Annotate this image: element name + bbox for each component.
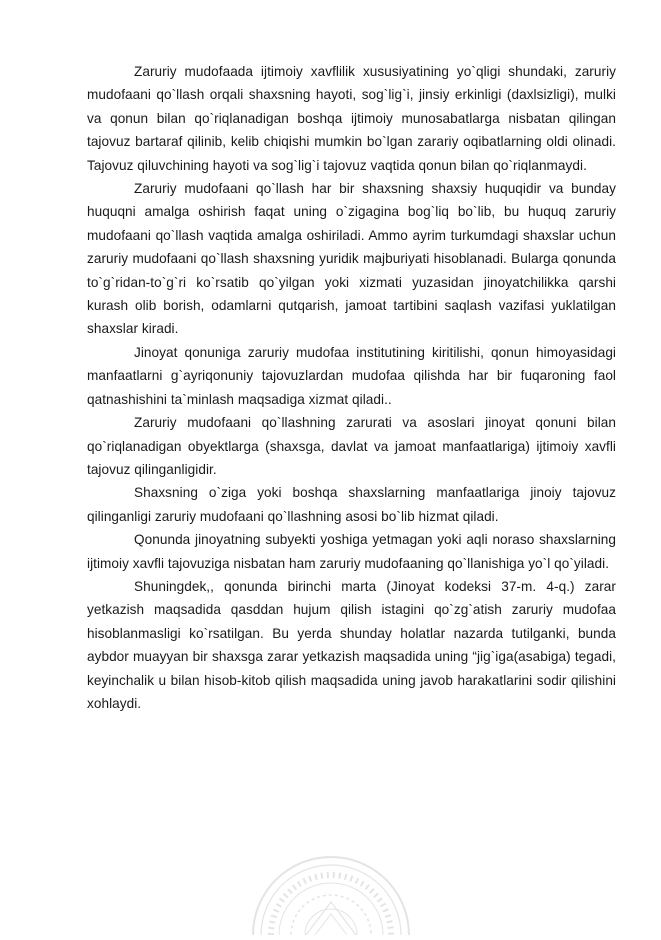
paragraph-1: Zaruriy mudofaada ijtimoiy xavflilik xususiyatining yo`qligi shundaki, zaruriy mudofaani qo`llash orqali shaxsning hayoti, sog`lig`i, jinsiy erkinligi (daxlsizligi), mulki va qonun bilan qo`riqlanadigan boshqa ijtimoiy munosabatlarga nisbatan qilingan tajovuz bartaraf qilinib, kelib chiqishi mumkin bo`lgan zarariy oqibatlarning oldi olinadi. Tajovuz qiluvchining hayoti va sog`lig`i tajovuz vaqtida qonun bilan qo`riqlanmaydi. bbox=[87, 64, 616, 173]
paragraph-3: Jinoyat qonuniga zaruriy mudofaa institutining kiritilishi, qonun himoyasidagi manfaatlarni g`ayriqonuniy tajovuzlardan mudofaa qilishda har bir fuqaroning faol qatnashishini ta`minlash maqsadiga xizmat qiladi.. bbox=[87, 344, 616, 407]
paragraph-5: Shaxsning o`ziga yoki boshqa shaxslarning manfaatlariga jinoiy tajovuz qilinganligi zaruriy mudofaani qo`llashning asosi bo`lib hizmat qiladi. bbox=[87, 485, 616, 524]
document-body bbox=[87, 60, 616, 715]
circular-seal-watermark-icon bbox=[251, 842, 411, 935]
paragraph-7: Shuningdek,, qonunda birinchi marta (Jinoyat kodeksi 37-m. 4-q.) zarar yetkazish maqsadida qasddan hujum qilish istagini qo`zg`atish zaruriy mudofaa hisoblanmasligi ko`rsatilgan. Bu yerda shunday holatlar nazarda tutilganki, bunda aybdor muayyan bir shaxsga zarar yetkazish maqsadida uning “jig`iga(asabiga) tegadi, keyinchalik u bilan hisob-kitob qilish maqsadida uning javob harakatlarini sodir qilishini xohlaydi. bbox=[87, 578, 616, 711]
paragraph-6: Qonunda jinoyatning subyekti yoshiga yetmagan yoki aqli noraso shaxslarning ijtimoiy xavfli tajovuziga nisbatan ham zaruriy mudofaaning qo`llanishiga yo`l qo`yiladi. bbox=[87, 532, 616, 571]
paragraph-2: Zaruriy mudofaani qo`llash har bir shaxsning shaxsiy huquqidir va bunday huquqni amalga oshirish faqat uning o`zigagina bog`liq bo`lib, bu huquq zaruriy mudofaani qo`llash vaqtida amalga oshiriladi. Ammo ayrim turkumdagi shaxslar uchun zaruriy mudofaani qo`llash shaxsning yuridik majburiyati hisoblanadi. Bularga qonunda to`g`ridan-to`g`ri ko`rsatib qo`yilgan yoki xizmati yuzasidan jinoyatchilikka qarshi kurash olib borish, odamlarni qutqarish, jamoat tartibini saqlash vazifasi yuklatilgan shaxslar kiradi. bbox=[87, 181, 616, 337]
paragraph-4: Zaruriy mudofaani qo`llashning zarurati va asoslari jinoyat qonuni bilan qo`riqlanadigan obyektlarga (shaxsga, davlat va jamoat manfaatlariga) ijtimoiy xavfli tajovuz qilinganligidir. bbox=[87, 415, 616, 477]
seal-watermark bbox=[251, 842, 411, 935]
